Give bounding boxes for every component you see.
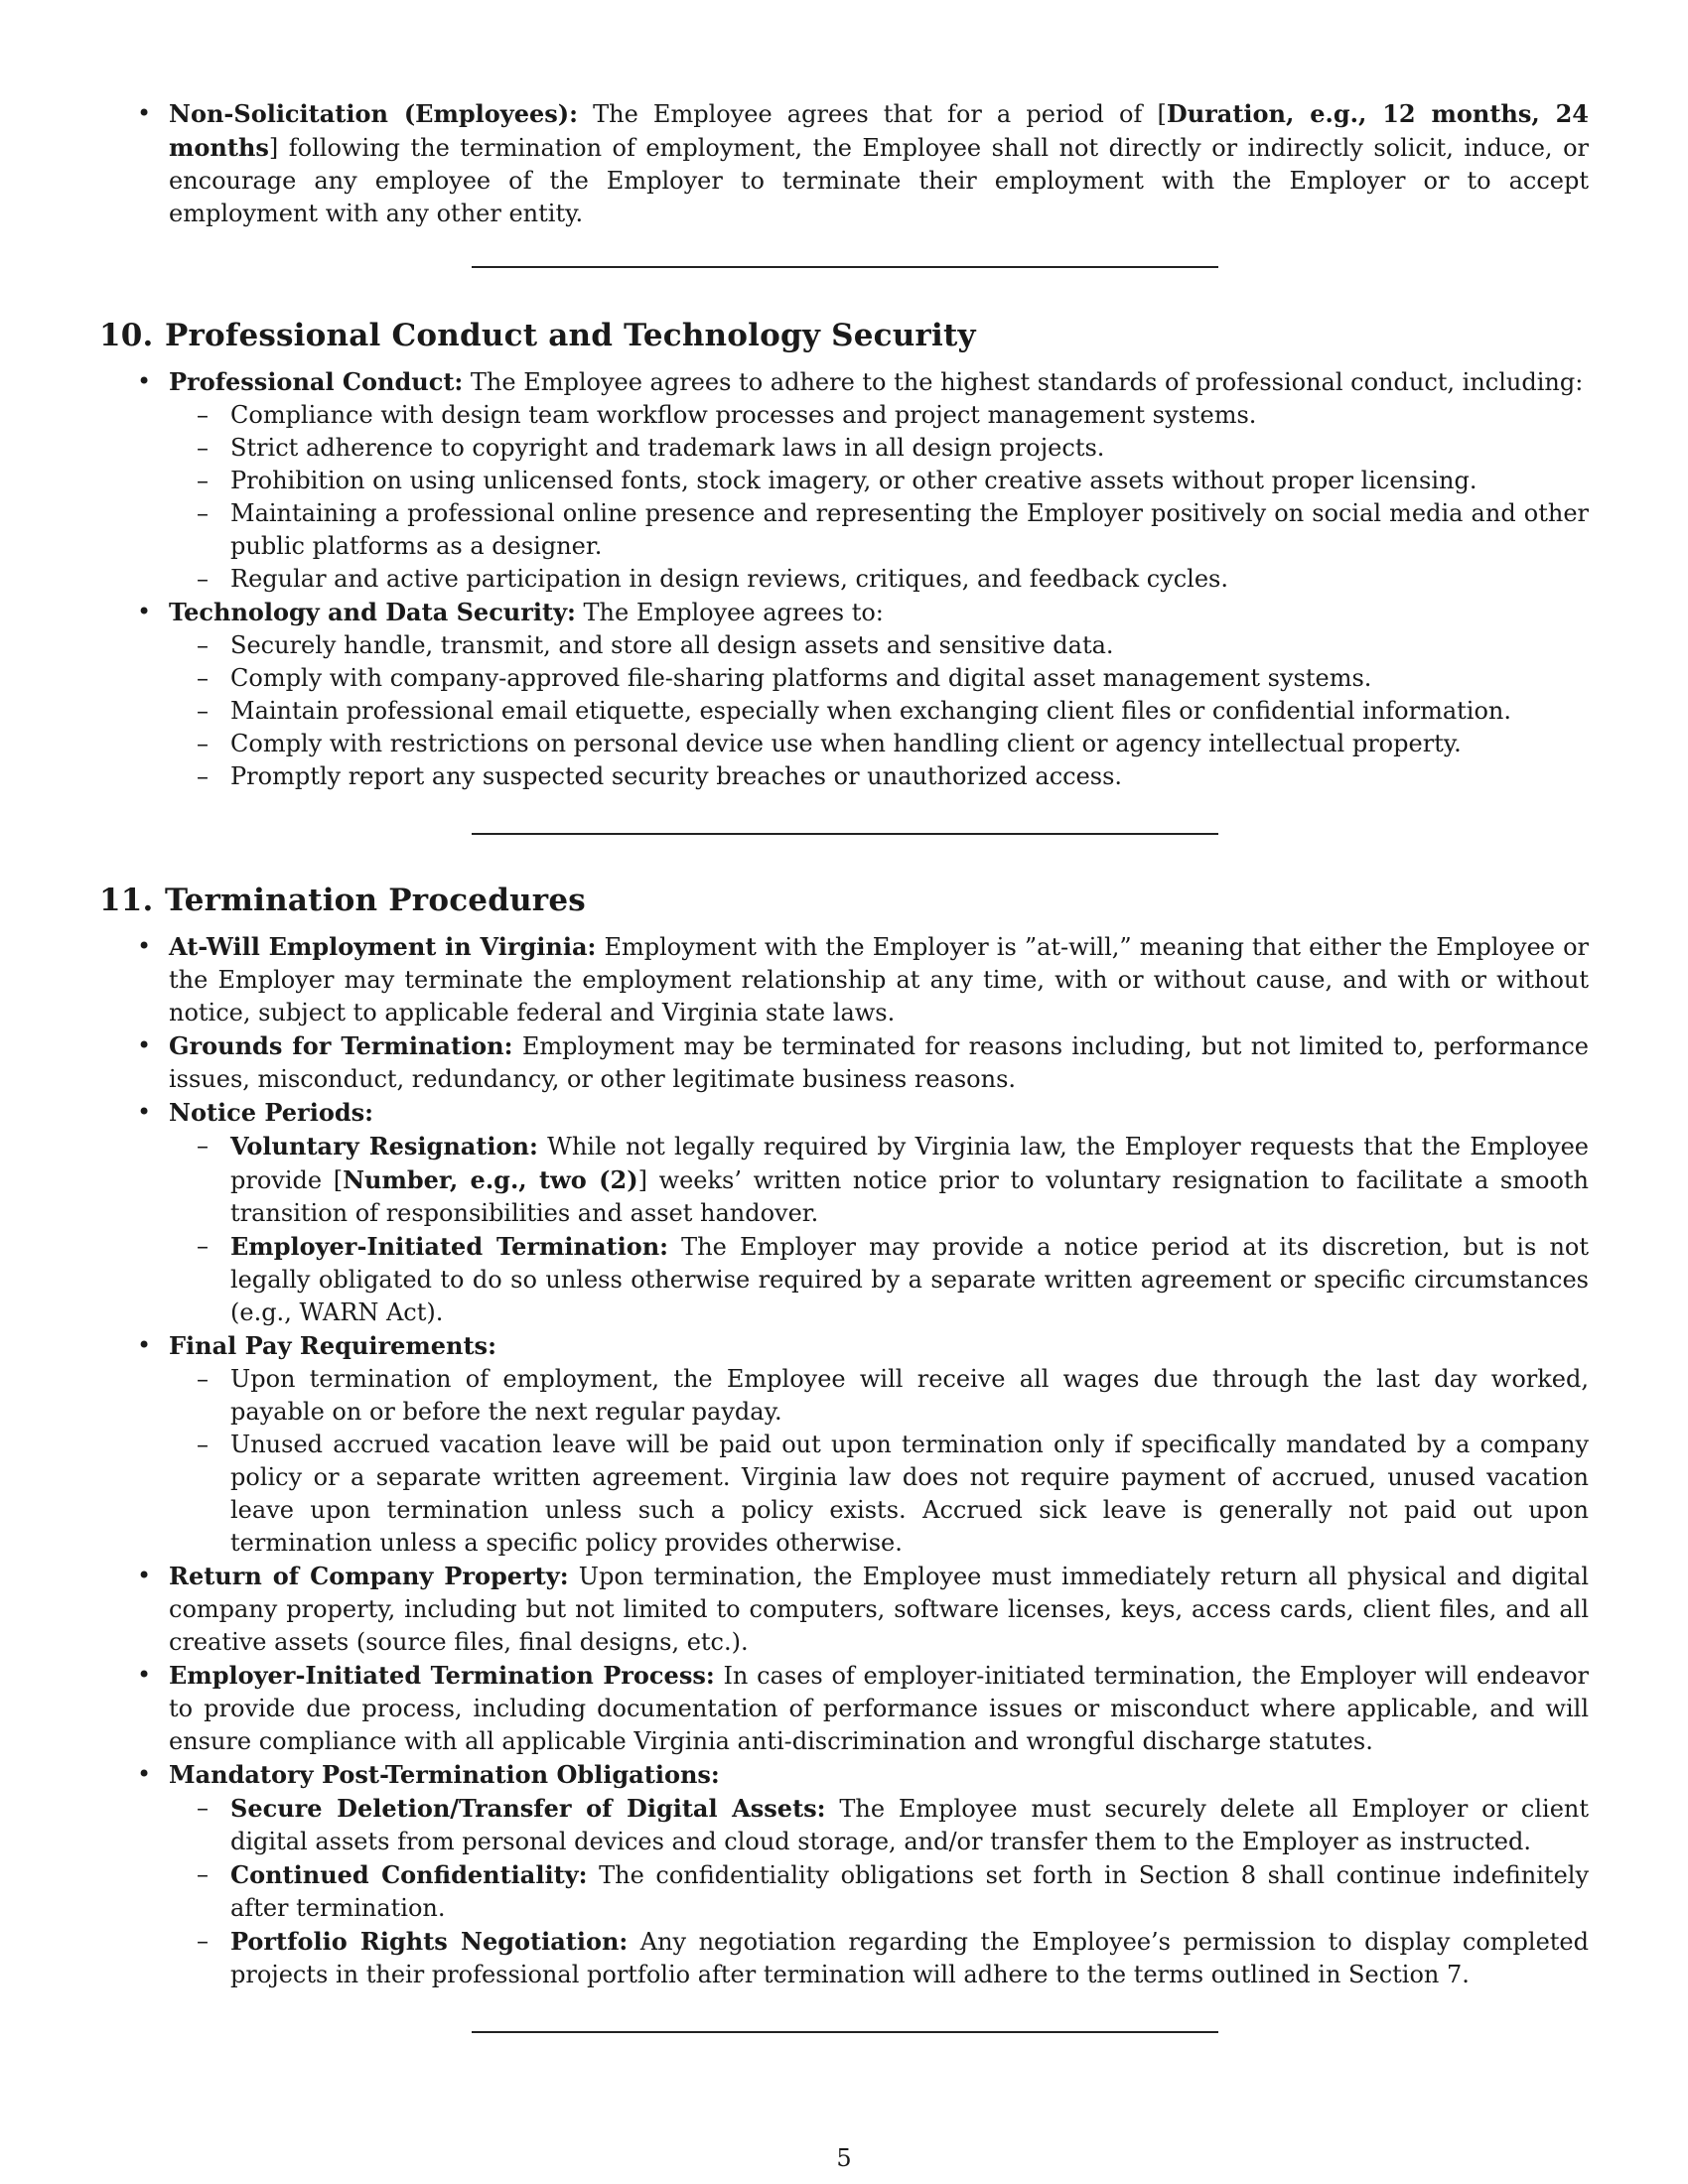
placeholder-text: Number, e.g., two (2) [343, 1165, 638, 1194]
item-text: The Employee agrees that for a period of [ [577, 100, 1167, 128]
section-number: 11. [99, 883, 154, 918]
list-item [99, 1096, 1589, 1329]
sub-list-item: – Compliance with design team workflow processes and project management systems. [169, 399, 1589, 432]
item-label: Continued Confidentiality: [230, 1860, 588, 1889]
item-label: Portfolio Rights Negotiation: [230, 1927, 629, 1956]
sub-list [169, 399, 1589, 596]
item-text: Employment may be terminated for reasons including, but not limited to, performance issues, misconduct, redundancy, or other legitimate business reasons. [169, 1032, 1590, 1093]
list-item [99, 1659, 1589, 1758]
item-label: Secure Deletion/Transfer of Digital Assets: [230, 1794, 826, 1823]
section-divider [472, 833, 1218, 835]
sub-list-item [169, 1925, 1589, 1991]
sub-list-item: – Comply with company-approved file-sharing platforms and digital asset management systems. [169, 662, 1589, 695]
item-label: Voluntary Resignation: [230, 1132, 538, 1160]
section-10-list [99, 365, 1589, 793]
sub-list-item: – Comply with restrictions on personal device use when handling client or agency intellectual property. [169, 728, 1589, 760]
section-title: Professional Conduct and Technology Security [165, 318, 976, 353]
list-item [99, 930, 1589, 1029]
sub-list [169, 1792, 1589, 1991]
item-text: The Employee must securely delete all Employer or client digital assets from personal devices and cloud storage, and/or transfer them to the Employer as instructed. [230, 1795, 1589, 1855]
list-item [99, 365, 1589, 596]
sub-list-item: – Strict adherence to copyright and trademark laws in all design projects. [169, 432, 1589, 465]
item-text: ] following the termination of employment, the Employee shall not directly or indirectly solicit, induce, or encourage any employee of the Employer to terminate their employment with the Employer or to accept employment with any other entity. [169, 134, 1589, 227]
list-item [99, 1329, 1589, 1560]
sub-list [169, 629, 1589, 793]
list-item [99, 1758, 1589, 1991]
sub-list-item: – Regular and active participation in design reviews, critiques, and feedback cycles. [169, 563, 1589, 596]
page-number: 5 [836, 2144, 852, 2172]
sub-list-item [169, 1230, 1589, 1329]
item-label: At-Will Employment in Virginia: [169, 932, 597, 961]
page-content [99, 97, 1589, 2033]
item-text: The Employee agrees to adhere to the highest standards of professional conduct, including: [463, 368, 1584, 396]
item-label: Grounds for Termination: [169, 1031, 513, 1060]
sub-list-item: – Maintaining a professional online presence and representing the Employer positively on social media and other public platforms as a designer. [169, 497, 1589, 563]
sub-list-item: – Upon termination of employment, the Employee will receive all wages due through the last day worked, payable on or before the next regular payday. [169, 1363, 1589, 1429]
item-label: Employer-Initiated Termination: [230, 1232, 669, 1261]
item-label: Return of Company Property: [169, 1562, 569, 1590]
item-label: Mandatory Post-Termination Obligations: [169, 1760, 720, 1789]
sub-list-item: – Maintain professional email etiquette, especially when exchanging client files or confidential information. [169, 695, 1589, 728]
item-label: Final Pay Requirements: [169, 1331, 496, 1360]
sub-list [169, 1130, 1589, 1329]
item-label: Notice Periods: [169, 1098, 373, 1127]
item-text: The Employer may provide a notice period at its discretion, but is not legally obligated to do so unless otherwise required by a separate written agreement or specific circumstances (e.g., WARN Act). [230, 1233, 1589, 1326]
sub-list-item: – Unused accrued vacation leave will be paid out upon termination only if specifically mandated by a company policy or a separate written agreement. Virginia law does not require payment of accrued, unused vacation leave upon termination unless such a policy exists. Accrued sick leave is generally not paid out upon termination unless a specific policy provides otherwise. [169, 1429, 1589, 1560]
non-solicitation-item [99, 97, 1589, 230]
section-heading-11 [99, 881, 1589, 920]
section-divider [472, 2031, 1218, 2033]
item-text: The Employee agrees to: [575, 599, 884, 626]
item-text: In cases of employer-initiated termination, the Employer will endeavor to provide due process, including documentation of performance issues or misconduct where applicable, and will ensure compliance with all applicable Virginia anti-discrimination and wrongful discharge statutes. [169, 1662, 1589, 1755]
non-solicitation-list [99, 97, 1589, 230]
section-title: Termination Procedures [165, 883, 586, 918]
section-number: 10. [99, 318, 154, 353]
sub-list-item [169, 1858, 1589, 1925]
item-text: Any negotiation regarding the Employee’s permission to display completed projects in their professional portfolio after termination will adhere to the terms outlined in Section 7. [230, 1928, 1590, 1988]
placeholder-text: Duration, e.g., 12 months, 24 months [169, 99, 1589, 162]
section-11-list [99, 930, 1589, 1991]
sub-list-item: – Promptly report any suspected security breaches or unauthorized access. [169, 760, 1589, 793]
item-text: While not legally required by Virginia law, the Employer requests that the Employee provide [ [230, 1133, 1590, 1194]
item-label: Technology and Data Security: [169, 598, 576, 626]
list-item [99, 596, 1589, 793]
item-text: ] weeks’ written notice prior to voluntary resignation to facilitate a smooth transition of responsibilities and asset handover. [230, 1166, 1589, 1227]
sub-list-item [169, 1792, 1589, 1858]
list-item [99, 1029, 1589, 1096]
sub-list-item: – Securely handle, transmit, and store all design assets and sensitive data. [169, 629, 1589, 662]
section-divider [472, 266, 1218, 268]
item-text: Upon termination, the Employee must immediately return all physical and digital company property, including but not limited to computers, software licenses, keys, access cards, client files, and all creative assets (source files, final designs, etc.). [169, 1563, 1589, 1656]
item-text: The confidentiality obligations set forth in Section 8 shall continue indefinitely after termination. [230, 1861, 1590, 1922]
item-label: Professional Conduct: [169, 367, 464, 396]
sub-list-item: – Prohibition on using unlicensed fonts, stock imagery, or other creative assets without proper licensing. [169, 465, 1589, 497]
section-heading-10 [99, 316, 1589, 355]
item-label: Non-Solicitation (Employees): [169, 99, 578, 128]
item-text: Employment with the Employer is ”at-will,” meaning that either the Employee or the Employer may terminate the employment relationship at any time, with or without cause, and with or without notice, subject to applicable federal and Virginia state laws. [169, 933, 1589, 1026]
item-label: Employer-Initiated Termination Process: [169, 1661, 715, 1690]
list-item [99, 1560, 1589, 1659]
sub-list-item [169, 1130, 1589, 1230]
sub-list [169, 1363, 1589, 1560]
